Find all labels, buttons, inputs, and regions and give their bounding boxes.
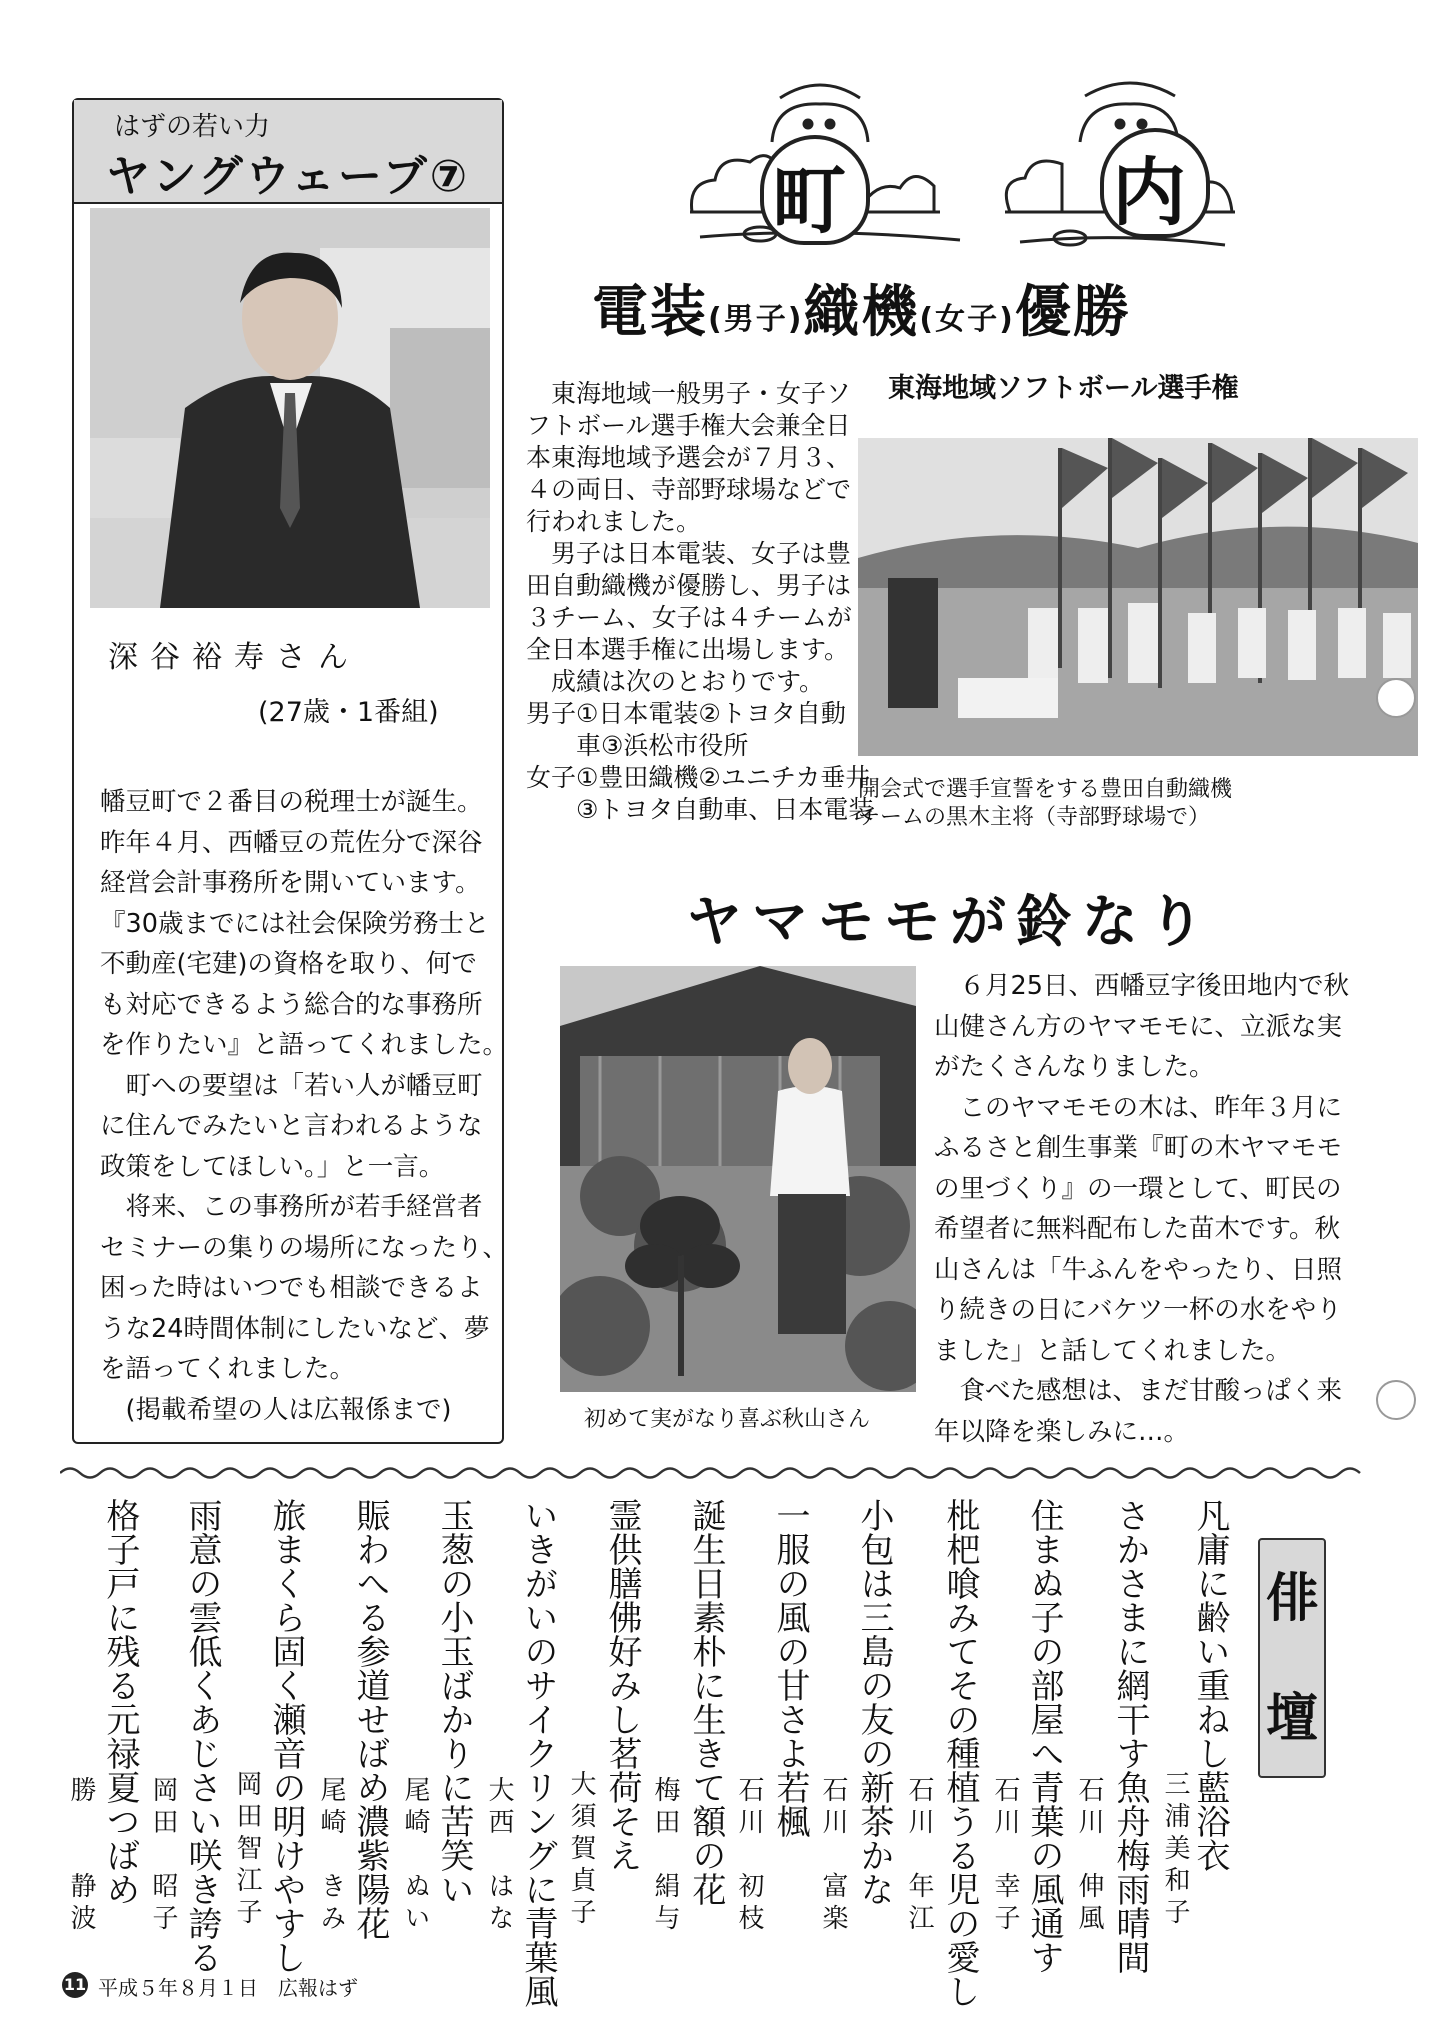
town-char-1: 町 <box>772 158 846 244</box>
softball-line: ③トヨタ自動車、日本電装 <box>526 795 874 824</box>
haiku-text: 霊供膳佛好みし茗荷そえ <box>602 1498 642 1872</box>
haiku-text: 賑わへる参道せばめ濃紫陽花 <box>350 1498 390 1940</box>
yamamomo-line: り続きの日にバケツ一杯の水をやり <box>934 1295 1342 1325</box>
haiku-text: 住まぬ子の部屋へ青葉の風通す <box>1024 1498 1064 1974</box>
young-wave-line: 幡豆町で２番目の税理士が誕生。 <box>100 787 483 817</box>
softball-line: 本東海地域予選会が７月３、 <box>526 443 852 472</box>
haiku-author: 勝 静波 <box>66 1776 96 1936</box>
softball-photo-caption: 開会式で選手宣誓をする豊田自動織機 <box>858 777 1233 802</box>
headline-part: 織機 <box>803 280 920 345</box>
yamamomo-line: 山健さん方のヤマモモに、立派な実 <box>934 1012 1343 1042</box>
young-wave-line: を作りたい』と語ってくれました。 <box>100 1030 509 1060</box>
young-wave-line: を語ってくれました。 <box>100 1354 356 1384</box>
softball-subtitle: 東海地域ソフトボール選手権 <box>888 373 1239 404</box>
haiku-heading-char: 俳 <box>1266 1568 1319 1629</box>
haiku-text: 旅まくら固く瀬音の明けやすし <box>266 1498 306 1974</box>
footer-text: 平成５年８月１日 広報はず <box>98 1976 358 2000</box>
young-wave-line: (掲載希望の人は広報係まで) <box>100 1395 452 1425</box>
young-wave-title: ヤングウェーブ⑦ <box>106 151 470 202</box>
yamamomo-line: 年以降を楽しみに…。 <box>934 1417 1190 1447</box>
yamamomo-line: 山さんは「牛ふんをやったり、日照 <box>934 1255 1343 1285</box>
softball-line: 車③浜松市役所 <box>526 731 749 760</box>
haiku-text: 凡庸に齢い重ねし藍浴衣 <box>1190 1498 1230 1872</box>
haiku-author: 石川 伸風 <box>1074 1776 1104 1936</box>
young-wave-subtitle: はずの若い力 <box>114 112 271 142</box>
young-wave-line: セミナーの集りの場所になったり、 <box>100 1233 509 1263</box>
haiku-author: 石川 初枝 <box>734 1776 764 1936</box>
young-wave-line: に住んでみたいと言われるような <box>100 1111 483 1141</box>
haiku-text: 一服の風の甘さよ若楓 <box>770 1498 810 1838</box>
town-char-2: 内 <box>1112 150 1186 236</box>
young-wave-line: 町への要望は「若い人が幡豆町 <box>100 1071 483 1101</box>
haiku-author: 石川 幸子 <box>990 1776 1020 1936</box>
opening-ceremony-photo <box>858 438 1418 756</box>
haiku-text: 玉葱の小玉ばかりに苦笑い <box>434 1498 474 1906</box>
softball-line: 全日本選手権に出場します。 <box>526 635 850 664</box>
young-wave-line: 『30歳までには社会保険労務士と <box>100 909 490 939</box>
headline-part: 電装 <box>592 280 708 345</box>
haiku-author: 石川 年江 <box>904 1776 934 1936</box>
softball-line: 行われました。 <box>526 507 702 536</box>
softball-headline <box>592 268 1131 348</box>
headline-note: (男子) <box>708 301 804 337</box>
young-wave-line: も対応できるよう総合的な事務所 <box>100 990 483 1020</box>
softball-line: 東海地域一般男子・女子ソ <box>526 379 852 408</box>
young-wave-line: 困った時はいつでも相談できるよ <box>100 1273 483 1303</box>
headline-part: 優勝 <box>1014 280 1131 345</box>
softball-line: フトボール選手権大会兼全日 <box>526 411 851 440</box>
haiku-author: 石川 富楽 <box>818 1776 848 1936</box>
haiku-author: 尾崎 ぬい <box>400 1776 430 1936</box>
yamamomo-line: ふるさと創生事業『町の木ヤマモモ <box>934 1133 1343 1163</box>
person-age: (27歳・1番組) <box>258 697 439 728</box>
wave-divider <box>60 1462 1370 1484</box>
yamamomo-photo-caption: 初めて実がなり喜ぶ秋山さん <box>584 1407 871 1432</box>
binder-hole <box>1376 678 1416 718</box>
haiku-author: 大須賀貞子 <box>566 1770 596 1930</box>
softball-line: ３チーム、女子は４チームが <box>526 603 852 632</box>
yamamomo-line: ました」と話してくれました。 <box>934 1336 1292 1366</box>
person-name: 深谷裕寿さん <box>108 640 360 675</box>
softball-line: 成績は次のとおりです。 <box>526 667 825 696</box>
softball-line: 女子①豊田織機②ユニチカ垂井 <box>526 763 871 792</box>
young-wave-line: うな24時間体制にしたいなど、夢 <box>100 1314 490 1344</box>
softball-line: ４の両日、寺部野球場などで <box>526 475 852 504</box>
haiku-text: 枇杷喰みてその種植うる児の愛し <box>940 1498 980 2008</box>
haiku-text: いきがいのサイクリングに青葉風 <box>518 1498 558 2008</box>
binder-hole <box>1376 1380 1416 1420</box>
softball-line: 男子①日本電装②トヨタ自動 <box>526 699 846 728</box>
yamamomo-line: 食べた感想は、まだ甘酸っぱく来 <box>934 1376 1343 1406</box>
haiku-author: 岡田 昭子 <box>148 1776 178 1936</box>
young-wave-line: 昨年４月、西幡豆の荒佐分で深谷 <box>100 828 483 858</box>
haiku-text: 誕生日素朴に生きて額の花 <box>686 1498 726 1906</box>
yamamomo-headline: ヤマモモが鈴なり <box>686 890 1214 955</box>
haiku-author: 大西 はな <box>484 1776 514 1936</box>
portrait-photo <box>90 208 490 608</box>
young-wave-line: 将来、この事務所が若手経営者 <box>100 1192 483 1222</box>
haiku-text: 雨意の雲低くあじさい咲き誇る <box>182 1498 222 1974</box>
yamamomo-line: がたくさんなりました。 <box>934 1052 1215 1082</box>
haiku-text: さかさまに網干す魚舟梅雨晴間 <box>1110 1498 1150 1974</box>
softball-line: 男子は日本電装、女子は豊 <box>526 539 852 568</box>
haiku-text: 小包は三島の友の新茶かな <box>854 1498 894 1906</box>
headline-note: (女子) <box>919 301 1015 337</box>
young-wave-line: 政策をしてほしい。」と一言。 <box>100 1152 445 1182</box>
haiku-heading-char: 壇 <box>1266 1688 1319 1749</box>
softball-photo-caption: チームの黒木主将（寺部野球場で） <box>858 805 1211 830</box>
yamamomo-line: 希望者に無料配布した苗木です。秋 <box>934 1214 1340 1244</box>
yamamomo-photo <box>560 966 916 1392</box>
haiku-author: 尾崎 きみ <box>316 1776 346 1936</box>
page-number: 11 <box>62 1972 88 1998</box>
haiku-author: 岡田智江子 <box>232 1770 262 1930</box>
softball-line: 田自動織機が優勝し、男子は <box>526 571 852 600</box>
yamamomo-line: ６月25日、西幡豆字後田地内で秋 <box>934 971 1349 1001</box>
young-wave-line: 経営会計事務所を開いています。 <box>100 868 481 898</box>
haiku-text: 格子戸に残る元禄夏つばめ <box>100 1498 140 1906</box>
haiku-author: 三浦美和子 <box>1160 1770 1190 1930</box>
young-wave-line: 不動産(宅建)の資格を取り、何で <box>100 949 477 979</box>
haiku-author: 梅田 絹与 <box>650 1776 680 1936</box>
yamamomo-line: このヤマモモの木は、昨年３月に <box>934 1093 1343 1123</box>
yamamomo-line: の里づくり』の一環として、町民の <box>934 1174 1342 1204</box>
